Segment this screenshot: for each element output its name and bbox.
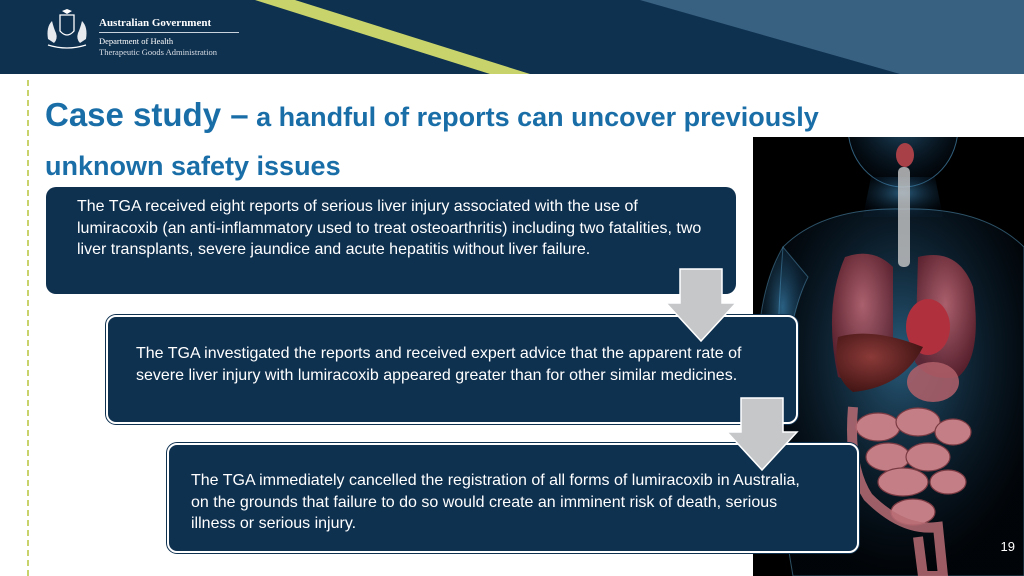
department-name: Department of Health bbox=[99, 36, 174, 46]
agency-name: Therapeutic Goods Administration bbox=[99, 47, 218, 57]
down-arrow-icon bbox=[664, 267, 738, 343]
title-subtitle: a handful of reports can uncover previously unknown safety issues bbox=[45, 102, 819, 181]
government-name: Australian Government bbox=[99, 17, 212, 29]
title-main: Case study – bbox=[45, 96, 249, 133]
step-text: The TGA received eight reports of serious liver injury associated with the use of lumiracoxib (an anti-inflammatory used to treat osteoarthritis) including two fatalities, two liver transplants, severe jaundice and acute hepatitis without liver failure. bbox=[77, 198, 702, 258]
down-arrow-icon bbox=[725, 396, 799, 472]
slide-number: 19 bbox=[1000, 539, 1015, 554]
step-text: The TGA investigated the reports and received expert advice that the apparent rate of severe liver injury with lumiracoxib appeared greater than for other similar medicines. bbox=[136, 345, 742, 384]
branding-divider bbox=[99, 32, 239, 33]
left-dashed-rule bbox=[27, 80, 29, 576]
header-banner bbox=[0, 0, 1024, 74]
coat-of-arms-icon bbox=[40, 9, 94, 49]
government-branding bbox=[99, 16, 239, 58]
step-text: The TGA immediately cancelled the registration of all forms of lumiracoxib in Australia, on the grounds that failure to do so would create an imminent risk of death, serious illness or serious injury. bbox=[191, 472, 800, 532]
step-box-1 bbox=[46, 187, 736, 294]
